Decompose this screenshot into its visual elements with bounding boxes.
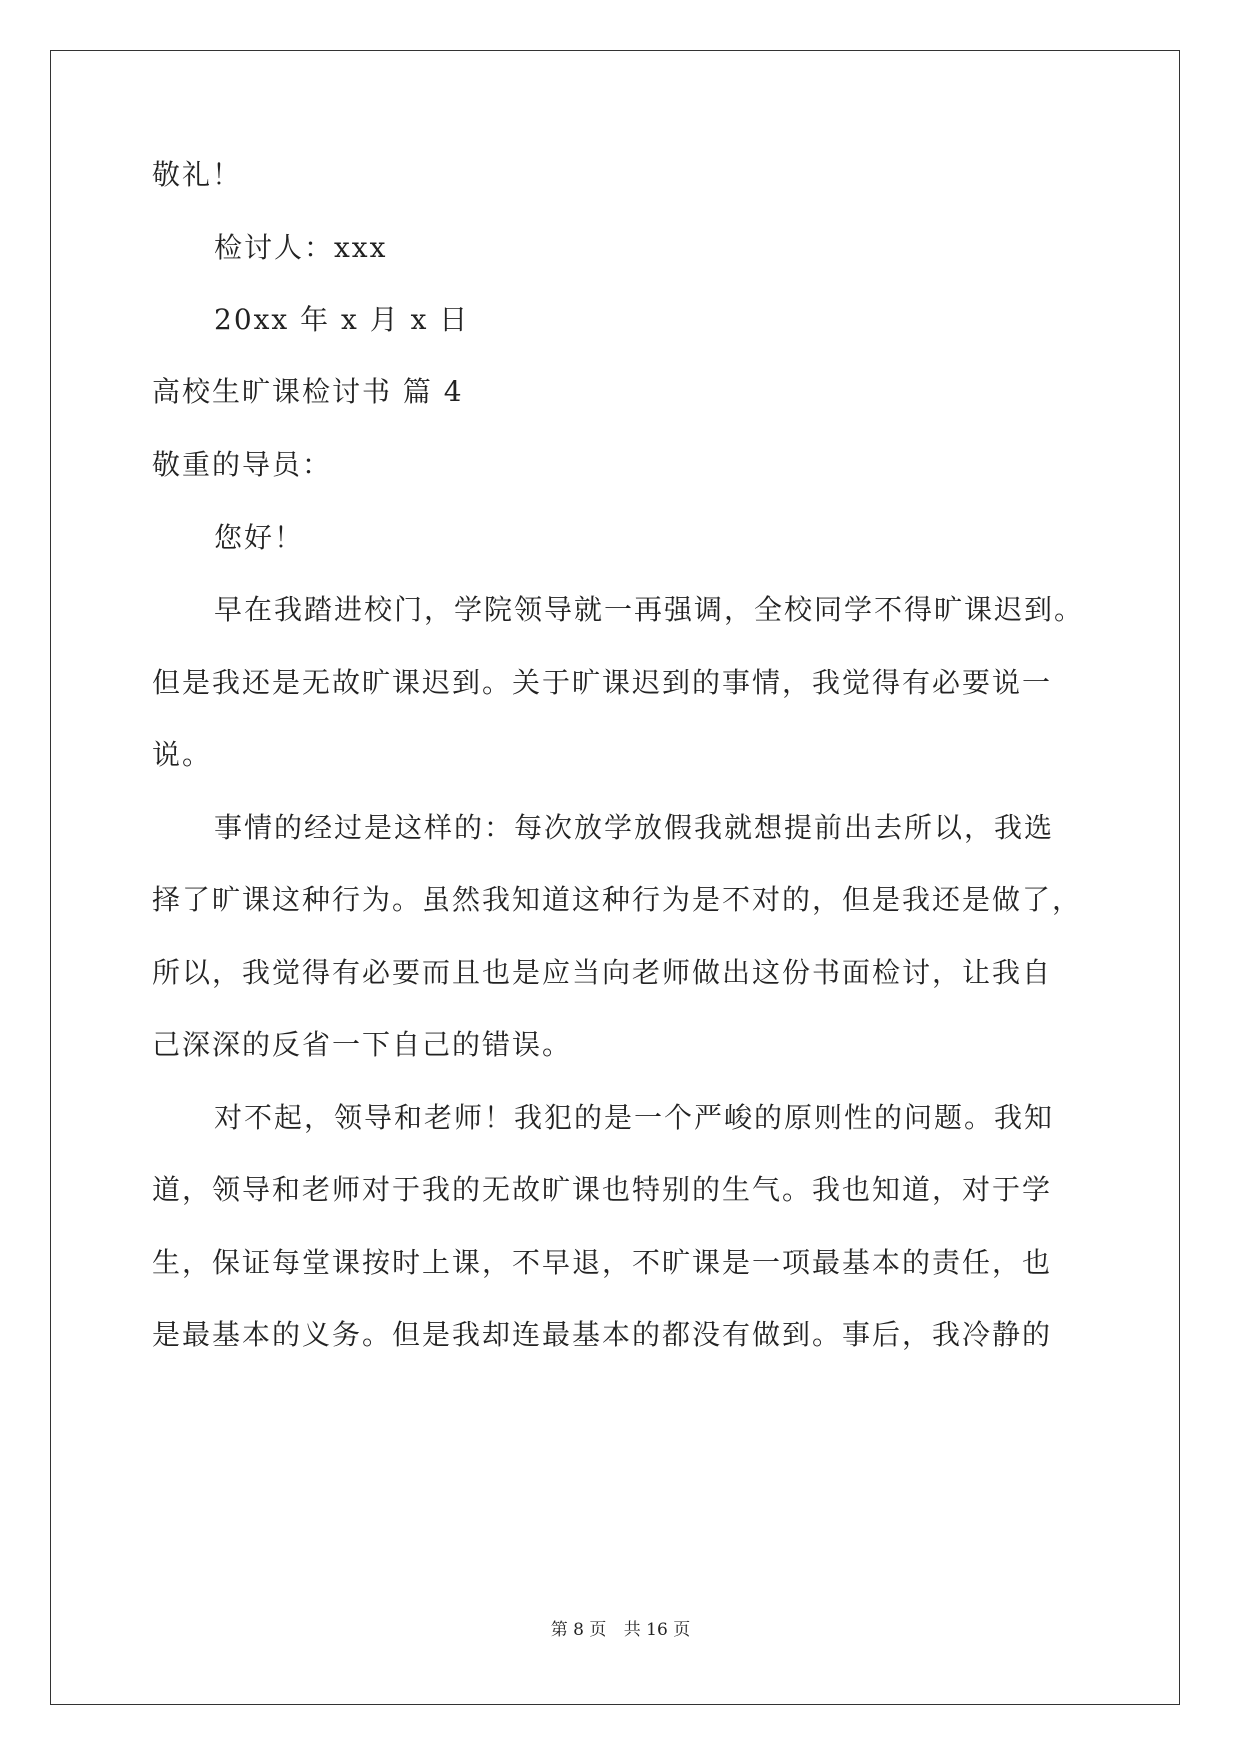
closing-salute: 敬礼！ xyxy=(152,158,243,191)
page-number-total: 共 16 页 xyxy=(623,1620,691,1640)
paragraph-line: 但是我还是无故旷课迟到。关于旷课迟到的事情，我觉得有必要说一 xyxy=(152,666,1053,699)
paragraph-line: 择了旷课这种行为。虽然我知道这种行为是不对的，但是我还是做了， xyxy=(152,883,1083,916)
paragraph-line: 对不起，领导和老师！我犯的是一个严峻的原则性的问题。我知 xyxy=(214,1101,1055,1134)
paragraph-line: 道，领导和老师对于我的无故旷课也特别的生气。我也知道，对于学 xyxy=(152,1173,1053,1206)
page-footer xyxy=(0,1618,1241,1642)
paragraph-line: 事情的经过是这样的：每次放学放假我就想提前出去所以，我选 xyxy=(214,811,1055,844)
paragraph-line: 所以，我觉得有必要而且也是应当向老师做出这份书面检讨，让我自 xyxy=(152,956,1053,989)
paragraph-line: 是最基本的义务。但是我却连最基本的都没有做到。事后，我冷静的 xyxy=(152,1318,1053,1351)
signature-date: 20xx 年 x 月 x 日 xyxy=(214,303,470,336)
page-border xyxy=(50,50,1180,1705)
salutation: 敬重的导员： xyxy=(152,448,333,481)
paragraph-line: 说。 xyxy=(152,738,213,771)
greeting: 您好！ xyxy=(214,521,305,554)
paragraph-line: 生，保证每堂课按时上课，不早退，不旷课是一项最基本的责任，也 xyxy=(152,1246,1053,1279)
signature-author: 检讨人：xxx xyxy=(214,231,388,264)
section-title: 高校生旷课检讨书 篇 4 xyxy=(152,375,464,408)
paragraph-line: 早在我踏进校门，学院领导就一再强调，全校同学不得旷课迟到。 xyxy=(214,593,1085,626)
page-number-current: 第 8 页 xyxy=(550,1620,607,1640)
paragraph-line: 己深深的反省一下自己的错误。 xyxy=(152,1028,573,1061)
